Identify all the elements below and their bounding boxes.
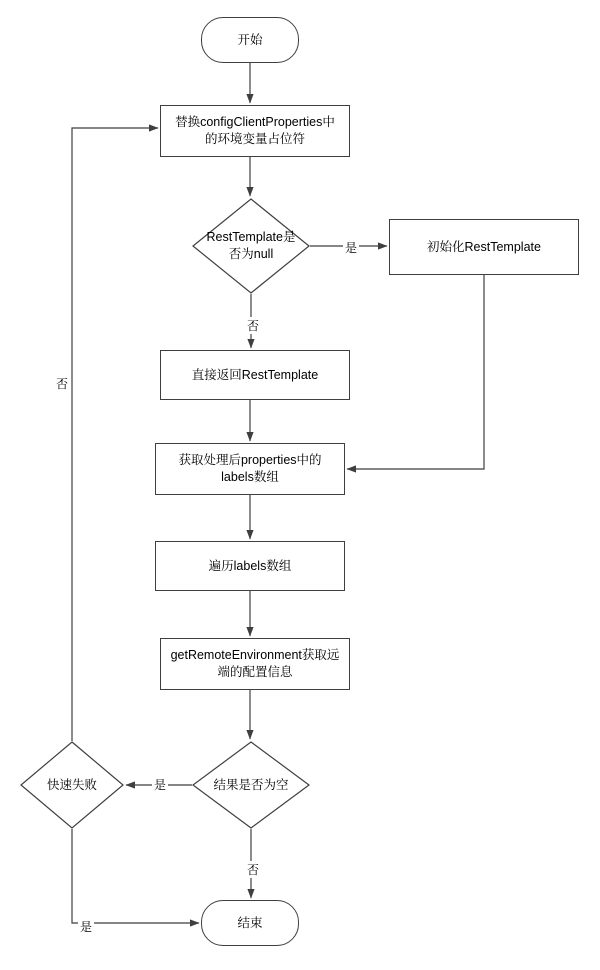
- node-result-empty-decision: [192, 741, 310, 829]
- node-resttemplate-null-decision-label: RestTemplate是否为null: [206, 230, 296, 261]
- node-replace-placeholders-label: 替换configClientProperties中的环境变量占位符: [175, 115, 335, 146]
- node-replace-placeholders: [160, 105, 350, 157]
- node-get-remote-environment-label: getRemoteEnvironment获取远端的配置信息: [170, 648, 340, 679]
- node-get-labels-array-label: 获取处理后properties中的labels数组: [178, 453, 322, 484]
- node-fail-fast-decision: [20, 741, 124, 829]
- node-fail-fast-decision-label: 快速失败: [46, 777, 97, 792]
- node-return-resttemplate-label: 直接返回RestTemplate: [191, 367, 319, 382]
- edge-label-no-resttemplate: 否: [247, 319, 260, 333]
- node-resttemplate-null-decision: [192, 198, 310, 294]
- edge-label-yes-result-empty: 是: [154, 778, 167, 792]
- edge-label-yes-fail-fast: 是: [80, 920, 93, 934]
- node-end-label: 结束: [237, 915, 263, 930]
- node-get-labels-array: [155, 443, 345, 495]
- node-start: [201, 17, 299, 63]
- node-iterate-labels: [155, 541, 345, 591]
- edge-label-yes-resttemplate: 是: [345, 241, 358, 255]
- node-iterate-labels-label: 遍历labels数组: [208, 558, 292, 573]
- node-start-label: 开始: [237, 32, 263, 47]
- edge-label-no-fail-fast: 否: [56, 377, 69, 391]
- node-result-empty-decision-label: 结果是否为空: [213, 777, 289, 792]
- edge-label-no-result-empty: 否: [247, 863, 260, 877]
- node-get-remote-environment: [160, 638, 350, 690]
- node-return-resttemplate: [160, 350, 350, 400]
- node-init-resttemplate: [389, 219, 579, 275]
- node-end: [201, 900, 299, 946]
- node-init-resttemplate-label: 初始化RestTemplate: [427, 239, 541, 254]
